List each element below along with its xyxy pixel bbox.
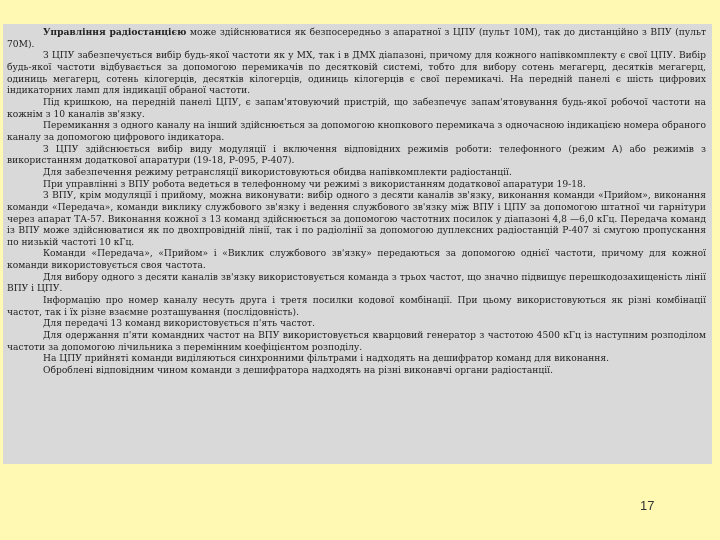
lead-text: може здійснюватися як безпосередньо з апаратної з ЦПУ (пульт 10М), так до дистанційно з ВПУ (пульт 70М).: [7, 28, 706, 50]
page-number: 17: [640, 498, 655, 513]
paragraph: Для передачі 13 команд використовується п'ять частот.: [43, 319, 316, 330]
paragraph: На ЦПУ прийняті команди виділяються синхронними фільтрами і надходять на дешифратор команд для виконання.: [43, 354, 610, 365]
paragraph: Перемикання з одного каналу на інший здійснюється за допомогою кнопкового перемикача з одночасною індикацією номера обраного каналу за допомогою цифрового індикатора.: [7, 121, 706, 143]
paragraph: При управлінні з ВПУ робота ведеться в телефонному чи режимі з використанням додаткової апаратури 19-18.: [43, 179, 586, 190]
paragraph: Команди «Передача», «Прийом» і «Виклик службового зв'язку» передаються за допомогою однієї частоти, причому для кожної команди використовується своя частота.: [7, 249, 706, 272]
paragraph: Інформацію про номер каналу несуть друга і третя посилки кодової комбінації. При цьому використовуються як різні комбінації частот, так і їх різне взаємне розташування (послідовність).: [7, 296, 706, 318]
lead-paragraph: [7, 27, 706, 51]
paragraph: Під кришкою, на передній панелі ЦПУ, є запам'ятовуючий пристрій, що забезпечує запам'ятовування будь-якої робочої частоти на кожнім з 10 каналів зв'язку.: [7, 97, 706, 120]
paragraph: Для забезпечення режиму ретрансляції використовуються обидва напівкомплекти радіостанції.: [43, 167, 512, 178]
paragraph: З ЦПУ забезпечується вибір будь-якої частоти як у МХ, так і в ДМХ діапазоні, причому для кожного напівкомплекту є свої ЦПУ. Вибір будь-якої частоти відбувається за допомогою перемикачів по десятковій системі, тобто для вибору сотень мегагерц, десятків мегагерц, одиниць мегагерц, сотень кілогерців, десятків кілогерців, одиниць кілогерців є свої перемикачі. На передній панелі є шість цифрових індикаторних ламп для індикації обраної частоти.: [7, 51, 706, 97]
document-text-box: [3, 24, 712, 464]
lead-term: Управління радіостанцією: [43, 27, 187, 38]
paragraph: Для вибору одного з десяти каналів зв'язку використовується команда з трьох частот, що значно підвищує перешкодозахищеність лінії ВПУ і ЦПУ.: [7, 272, 706, 295]
paragraph: З ЦПУ здійснюється вибір виду модуляції і включення відповідних режимів роботи: телефонного (режим А) або режимів з використанням додаткової апаратури (19-18, Р-095, Р-407).: [7, 144, 706, 167]
paragraph: Оброблені відповідним чином команди з дешифратора надходять на різні виконавчі органи радіостанції.: [43, 366, 553, 377]
paragraph: З ВПУ, крім модуляції і прийому, можна виконувати: вибір одного з десяти каналів зв'язку, виконання команди «Прийом», виконання команди «Передача», команди виклику службового зв'язку і ведення службового зв'язку між ВПУ і ЦПУ за допомогою штатної чи гарнітури через апарат ТА-57. Виконання кожної з 13 команд здійснюється за допомогою частотних посилок у діапазоні 4,8 —6,0 кГц. Передача команд із ВПУ може здійснюватися як по двохпровідній лінії, так і по радіолінії за допомогою дуплексних радіостанцій Р-407 зі смугою пропускання по низькій частоті 10 кГц.: [7, 191, 706, 248]
paragraph: Для одержання п'яти командних частот на ВПУ використовується кварцовий генератор з частотою 4500 кГц із наступним розподілом частоти за допомогою лічильника з перемінним коефіцієнтом розподілу.: [7, 331, 706, 353]
